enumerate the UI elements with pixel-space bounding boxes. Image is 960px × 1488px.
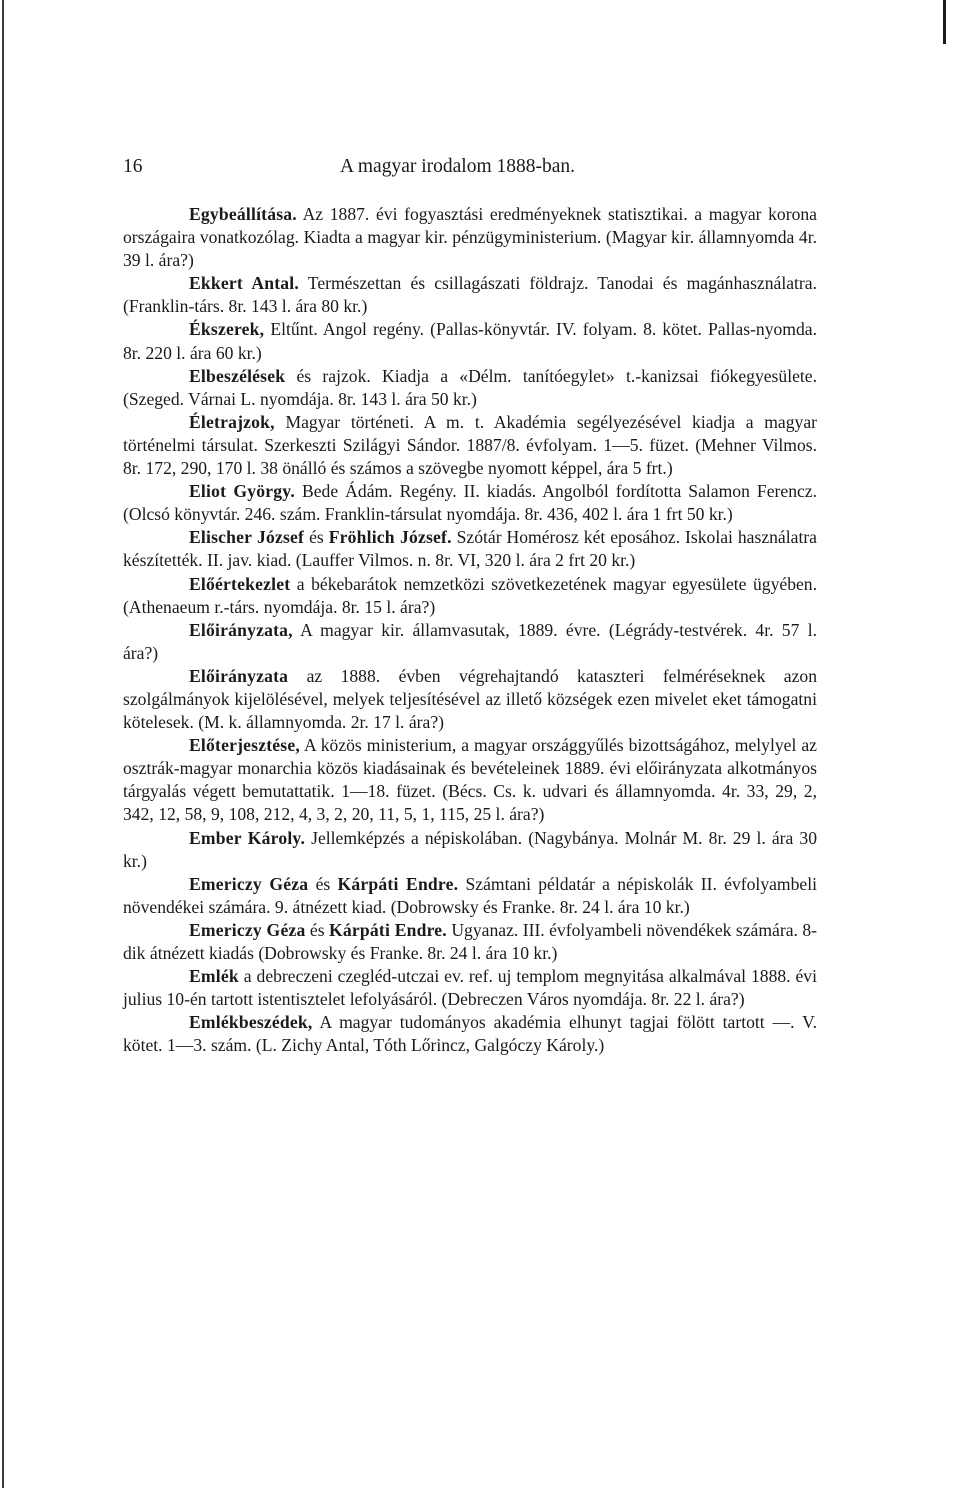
scan-right-edge-mark xyxy=(943,0,946,44)
entry-heading: Előterjesztése, xyxy=(189,735,300,756)
entry-heading-second-author: Kárpáti Endre. xyxy=(329,919,447,940)
running-title: A magyar irodalom 1888-ban. xyxy=(340,156,576,177)
entry-text: A magyar tudományos akadémia elhunyt tagjai fölött tartott —. V. kötet. 1—3. szám. (L. Zichy Antal, Tóth Lőrincz, Galgóczy Károly.) xyxy=(123,1012,817,1056)
entry-heading: Előirányzata xyxy=(189,665,289,686)
bibliography-entry xyxy=(123,411,817,480)
entry-heading: Életrajzok, xyxy=(189,411,275,432)
entry-text: Szótár Homérosz két eposához. Iskolai használatra készítették. II. jav. kiad. (Lauffer Vilmos. n. 8r. VI, 320 l. ára 2 frt 20 kr.) xyxy=(123,527,817,571)
entry-heading: Eliot György. xyxy=(189,481,295,502)
page-header xyxy=(123,152,823,182)
entry-conjunction: és xyxy=(305,919,330,940)
entry-text: A közös ministerium, a magyar országgyűlés bizottságához, melylyel az osztrák-magyar monarchia közös kiadásainak és bevételeinek 1889. évi előirányzata alkotmányos tárgyalás végett bemutattatik. 1—18. füzet. (Bécs. Cs. k. udvari és államnyomda. 4r. 33, 29, 2, 342, 12, 58, 9, 108, 212, 4, 3, 2, 20, 11, 5, 1, 115, 25 l. ára?) xyxy=(123,735,817,825)
entry-text: és rajzok. Kiadja a «Délm. tanítóegylet» t.-kanizsai fiókegyesülete. (Szeged. Várnai L. nyomdája. 8r. 143 l. ára 50 kr.) xyxy=(123,365,817,409)
entry-heading: Emlékbeszédek, xyxy=(189,1012,313,1033)
entry-heading-second-author: Fröhlich József. xyxy=(328,527,452,548)
bibliography-entry xyxy=(123,573,817,619)
page-number: 16 xyxy=(123,156,143,177)
bibliography-entry xyxy=(123,526,817,572)
entry-text: Eltűnt. Angol regény. (Pallas-könyvtár. IV. folyam. 8. kötet. Pallas-nyomda. 8r. 220 l. ára 60 kr.) xyxy=(123,319,817,363)
entry-text: a debreczeni czegléd-utczai ev. ref. uj templom megnyitása alkalmával 1888. évi julius 10-én tartott istentisztelet lefolyásáról. (Debreczen Város nyomdája. 8r. 22 l. ára?) xyxy=(123,966,817,1010)
entry-text: Bede Ádám. Regény. II. kiadás. Angolból fordította Salamon Ferencz. (Olcsó könyvtár. 246. szám. Franklin-társulat nyomdája. 8r. 436, 402 l. ára 1 frt 50 kr.) xyxy=(123,481,818,525)
entry-text: A magyar kir. államvasutak, 1889. évre. (Légrády-testvérek. 4r. 57 l. ára?) xyxy=(123,619,817,663)
bibliography-entry xyxy=(123,965,817,1011)
bibliography-entry xyxy=(123,480,817,526)
entry-heading: Ekkert Antal. xyxy=(189,273,299,294)
entry-text: Az 1887. évi fogyasztási eredményeknek statisztikai. a magyar korona országaira vonatkozólag. Kiadta a magyar kir. pénzügyministerium. (Magyar kir. államnyomda 4r. 39 l. ára?) xyxy=(123,204,817,271)
entry-heading: Elbeszélések xyxy=(189,365,286,386)
bibliography-entry xyxy=(123,665,817,734)
entry-heading: Előértekezlet xyxy=(189,573,291,594)
entry-heading: Ékszerek, xyxy=(189,319,265,340)
entry-text: Jellemképzés a népiskolában. (Nagybánya. Molnár M. 8r. 29 l. ára 30 kr.) xyxy=(123,827,817,871)
bibliography-entry xyxy=(123,203,817,272)
scan-left-edge xyxy=(2,0,4,1488)
entry-text: Számtani példatár a népiskolák II. évfolyambeli növendékei számára. 9. átnézett kiad. (Dobrowsky és Franke. 8r. 24 l. ára 10 kr.) xyxy=(123,873,817,917)
entry-text: az 1888. évben végrehajtandó kataszteri felméréseknek azon szolgálmányok kijelölésével, melyek teljesítésével az illető községek ezen mivelet eket támogatni kötelesek. (M. k. államnyomda. 2r. 17 l. ára?) xyxy=(123,665,817,733)
entry-heading: Emlék xyxy=(189,966,239,987)
bibliography-entry xyxy=(123,734,817,826)
entry-heading-second-author: Kárpáti Endre. xyxy=(337,873,459,894)
bibliography-entry xyxy=(123,318,817,364)
bibliography-entry xyxy=(123,1011,817,1057)
bibliography-entry xyxy=(123,365,817,411)
entry-heading: Emericzy Géza xyxy=(189,873,309,894)
entry-text: a békebarátok nemzetközi szövetkezetének magyar egyesülete ügyében. (Athenaeum r.-társ. nyomdája. 8r. 15 l. ára?) xyxy=(123,573,817,617)
bibliography-entry xyxy=(123,827,817,873)
entry-conjunction: és xyxy=(304,527,329,548)
entry-text: Ugyanaz. III. évfolyambeli növendékek számára. 8-dik átnézett kiadás (Dobrowsky és Franke. 8r. 24 l. ára 10 kr.) xyxy=(123,919,818,963)
entry-heading: Előirányzata, xyxy=(189,619,293,640)
entry-heading: Ember Károly. xyxy=(189,827,306,848)
entry-text: Természettan és csillagászati földrajz. Tanodai és magánhasználatra. (Franklin-társ. 8r. 143 l. ára 80 kr.) xyxy=(123,273,817,317)
entry-heading: Egybeállítása. xyxy=(189,204,297,224)
entry-text: Magyar történeti. A m. t. Akadémia segélyezésével kiadja a magyar történelmi társulat. Szerkeszti Szilágyi Sándor. 1887/8. évfolyam. 1—5. füzet. (Mehner Vilmos. 8r. 172, 290, 170 l. 38 önálló és számos a szövegbe nyomott képpel, ára 5 frt.) xyxy=(123,411,817,479)
bibliography-entry xyxy=(123,272,817,318)
bibliography-entry xyxy=(123,873,817,919)
bibliography-entry xyxy=(123,919,817,965)
bibliography-entry xyxy=(123,619,817,665)
entry-conjunction: és xyxy=(308,873,338,894)
bibliography-entries xyxy=(123,203,817,1057)
entry-heading: Emericzy Géza xyxy=(189,919,306,940)
entry-heading: Elischer József xyxy=(189,527,305,548)
